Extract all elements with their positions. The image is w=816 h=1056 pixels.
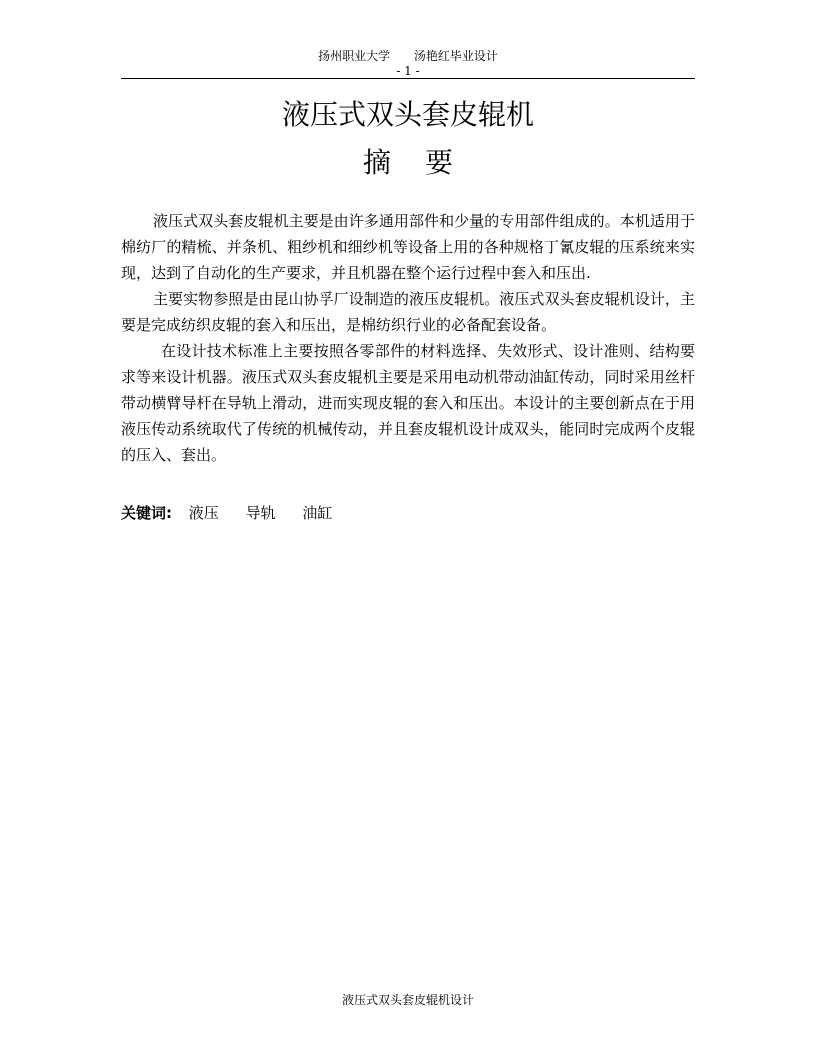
page-footer: 液压式双头套皮辊机设计 bbox=[341, 993, 474, 1007]
abstract-heading: 摘要 bbox=[362, 146, 487, 179]
keywords-label: 关键词: bbox=[121, 504, 172, 522]
abstract-paragraph-1: 液压式双头套皮辊机主要是由许多通用部件和少量的专用部件组成的。本机适用于棉纺厂的精梳、并条机、粗纱机和细纱机等设备上用的各种规格丁氰皮辊的压系统来实现，达到了自动化的生产要求，并且机器在整个运行过程中套入和压出. bbox=[121, 212, 695, 282]
abstract-paragraph-3: 在设计技术标准上主要按照各零部件的材料选择、失效形式、设计准则、结构要求等来设计机器。液压式双头套皮辊机主要是采用电动机带动油缸传动，同时采用丝杆带动横臂导杆在导轨上滑动，进而实现皮辊的套入和压出。本设计的主要创新点在于用液压传动系统取代了传统的机械传动，并且套皮辊机设计成双头，能同时完成两个皮辊的压入、套出。 bbox=[121, 342, 695, 464]
page-number: - 1 - bbox=[396, 64, 420, 78]
abstract-paragraph-2: 主要实物参照是由昆山协孚厂设制造的液压皮辊机。液压式双头套皮辊机设计，主要是完成纺织皮辊的套入和压出，是棉纺织行业的必备配套设备。 bbox=[121, 290, 695, 334]
header-author: 汤艳红毕业设计 bbox=[413, 49, 498, 63]
keyword-item: 液压 bbox=[188, 504, 219, 522]
keywords-line bbox=[121, 500, 695, 526]
abstract-body bbox=[121, 208, 695, 468]
page-header bbox=[121, 48, 695, 64]
keyword-item: 油缸 bbox=[302, 504, 333, 522]
header-divider bbox=[121, 78, 695, 79]
keyword-item: 导轨 bbox=[245, 504, 276, 522]
document-title: 液压式双头套皮辊机 bbox=[281, 98, 534, 131]
header-school: 扬州职业大学 bbox=[318, 49, 391, 63]
